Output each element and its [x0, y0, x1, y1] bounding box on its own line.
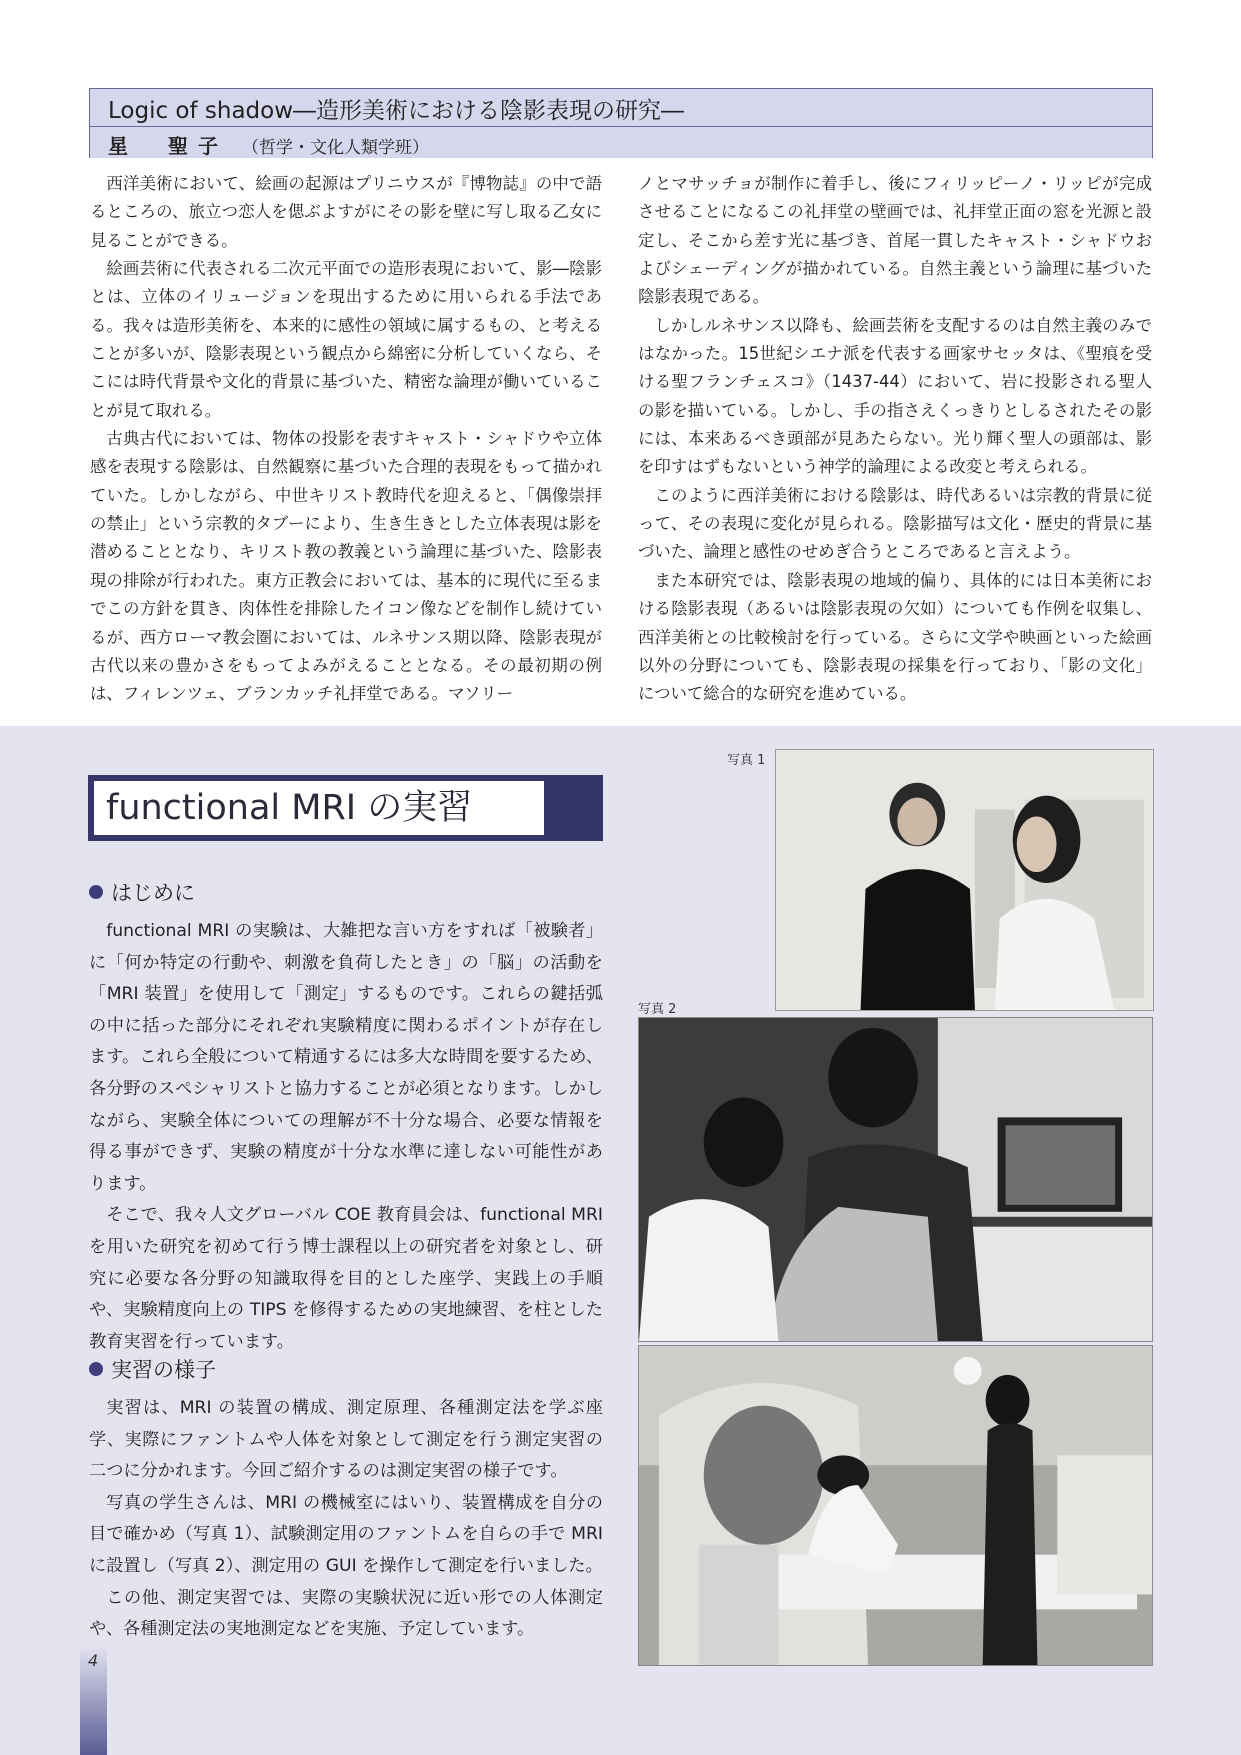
article-title: Logic of shadow―造形美術における陰影表現の研究―	[108, 98, 685, 124]
heading-introduction	[89, 877, 195, 907]
paragraph: そこで、我々人文グローバル COE 教育員会は、functional MRI を用いた研究を初めて行う博士課程以上の研究者を対象とし、研究に必要な各分野の知識取得を目的とした座学、実践上の手順や、実験精度向上の TIPS を修得するための実地練習、を柱とした教育実習を行っています。	[89, 1205, 603, 1352]
paragraph: この他、測定実習では、実際の実験状況に近い形での人体測定や、各種測定法の実地測定などを実施、予定しています。	[89, 1587, 603, 1640]
photo-illustration	[639, 1018, 1152, 1341]
paragraph: 写真の学生さんは、MRI の機械室にはいり、装置構成を自分の目で確かめ（写真 1）、試験測定用のファントムを自らの手で MRI に設置し（写真 2）、測定用の GUI を操作して測定を行いました。	[89, 1492, 603, 1576]
paragraph: また本研究では、陰影表現の地域的偏り、具体的には日本美術における陰影表現（あるいは陰影表現の欠如）についても作例を収集し、西洋美術との比較検討を行っている。さらに文学や映画といった絵画以外の分野についても、陰影表現の採集を行っており、「影の文化」について総合的な研究を進めている。	[638, 570, 1152, 704]
paragraph: このように西洋美術における陰影は、時代あるいは宗教的背景に従って、その表現に変化が見られる。陰影描写は文化・歴史的背景に基づいた、論理と感性のせめぎ合うところであると言えよう。	[638, 485, 1152, 562]
paragraph: functional MRI の実験は、大雑把な言い方をすれば「被験者」に「何か特定の行動や、刺激を負荷したとき」の「脳」の活動を「MRI 装置」を使用して「測定」するものです。これらの鍵括弧の中に括った部分にそれぞれ実験精度に関わるポイントが存在します。これら全般について精通するには多大な時間を要するため、各分野のスペシャリストと協力することが必須となります。しかしながら、実験全体についての理解が不十分な場合、必要な情報を得る事ができず、実験の精度が十分な水準に達しない可能性があります。	[89, 921, 603, 1194]
heading-practice	[89, 1354, 216, 1384]
title-row	[90, 89, 1152, 127]
paragraph: しかしルネサンス以降も、絵画芸術を支配するのは自然主義のみではなかった。15世紀シエナ派を代表する画家サセッタは、《聖痕を受ける聖フランチェスコ》（1437-44）において、岩に投影される聖人の影を描いている。しかし、手の指さえくっきりとしるされたその影には、本来あるべき頭部が見あたらない。光り輝く聖人の頭部は、影を印すはずもないという神学的論理による改変と考えられる。	[638, 315, 1152, 477]
bullet-icon	[89, 1362, 103, 1376]
paragraph: 実習は、MRI の装置の構成、測定原理、各種測定法を学ぶ座学、実際にファントムや人体を対象として測定を行う測定実習の二つに分かれます。今回ご紹介するのは測定実習の様子です。	[89, 1398, 603, 1482]
heading-text: 実習の様子	[111, 1358, 216, 1382]
photo-mri-machine-room	[775, 749, 1154, 1011]
practice-body	[89, 1393, 603, 1646]
paragraph: 西洋美術において、絵画の起源はプリニウスが『博物誌』の中で語るところの、旅立つ恋人を偲ぶよすがにその影を壁に写し取る乙女に見ることができる。	[90, 174, 602, 250]
photo-mri-scanner	[638, 1345, 1153, 1666]
photo2-caption: 写真 2	[638, 1002, 677, 1017]
author-row	[90, 127, 1152, 158]
photo-illustration	[776, 750, 1153, 1010]
author-line	[108, 130, 429, 159]
bullet-icon	[89, 885, 103, 899]
paragraph: ノとマサッチョが制作に着手し、後にフィリッピーノ・リッピが完成させることになるこの礼拝堂の壁画では、礼拝堂正面の窓を光源と設定し、そこから差す光に基づき、首尾一貫したキャスト・シャドウおよびシェーディングが描かれている。自然主義という論理に基づいた陰影表現である。	[638, 174, 1152, 307]
article-title-box	[89, 88, 1153, 158]
heading-text: はじめに	[111, 881, 195, 905]
page-number: 4	[88, 1651, 99, 1670]
paragraph: 古典古代においては、物体の投影を表すキャスト・シャドウや立体感を表現する陰影は、自然観察に基づいた合理的表現をもって描かれていた。しかしながら、中世キリスト教時代を迎えると、「偶像崇拝の禁止」という宗教的タブーにより、生き生きとした立体表現は影を潜めることとなり、キリスト教の教義という論理に基づいた、陰影表現の排除が行われた。東方正教会においては、基本的に現代に至るまでこの方針を貫き、肉体性を排除したイコン像などを制作し続けているが、西方ローマ教会圏においては、ルネサンス期以降、陰影表現が古代以来の豊かさをもってよみがえることとなる。その最初期の例は、フィレンツェ、ブランカッチ礼拝堂である。マソリー	[90, 429, 602, 704]
article-column-left	[90, 170, 602, 709]
author-affiliation: （哲学・文化人類学班）	[242, 138, 429, 158]
section-title-banner	[88, 775, 603, 841]
photo-mri-console	[638, 1017, 1153, 1342]
section-title: functional MRI の実習	[94, 781, 544, 835]
introduction-body	[89, 916, 603, 1358]
author-name: 星 聖子	[108, 134, 228, 158]
paragraph: 絵画芸術に代表される二次元平面での造形表現において、影―陰影とは、立体のイリュージョンを現出するために用いられる手法である。我々は造形美術を、本来的に感性の領域に属するもの、と考えることが多いが、陰影表現という観点から綿密に分析していくなら、そこには時代背景や文化的背景に基づいた、精密な論理が働いていることが見て取れる。	[90, 259, 602, 420]
article-column-right	[638, 170, 1152, 709]
photo1-caption: 写真 1	[727, 753, 766, 768]
photo-illustration	[639, 1346, 1152, 1665]
